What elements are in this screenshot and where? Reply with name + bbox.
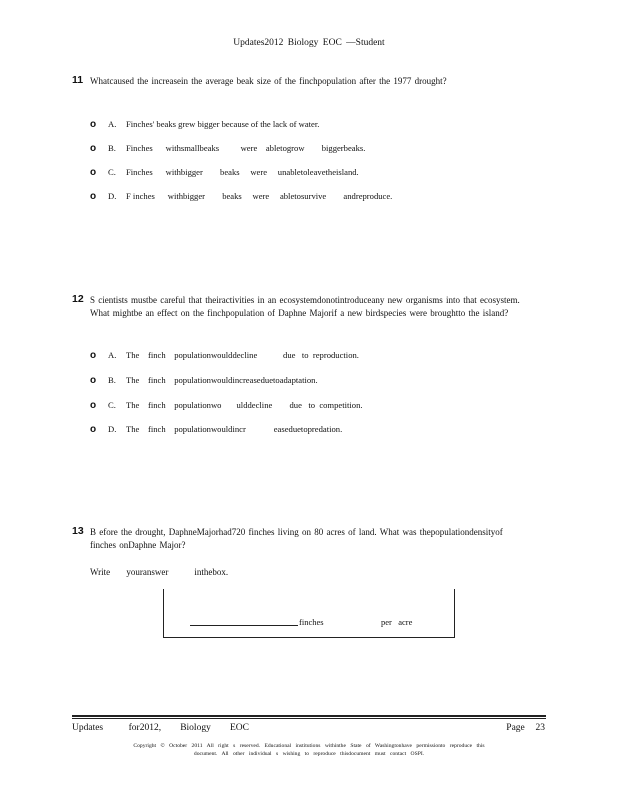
question-12-text: S cientists mustbe careful that theiractivities in an ecosystemdonotintroduceany new organisms into that ecosystem. What mightbe an effect on the finchpopulation of Daphne Majorif a new birdspecies were broughtto the island? bbox=[90, 295, 520, 318]
radio-bullet-icon[interactable]: o bbox=[90, 400, 97, 411]
option-text: The finch populationwo ulddecline due to competition. bbox=[126, 400, 363, 410]
radio-bullet-icon[interactable]: o bbox=[90, 350, 97, 361]
question-12-option-d[interactable] bbox=[90, 424, 342, 435]
option-letter: C. bbox=[108, 167, 116, 177]
option-letter: C. bbox=[108, 400, 116, 410]
question-11-number: 11 bbox=[72, 74, 84, 86]
page-number: Page 23 bbox=[506, 723, 545, 733]
radio-bullet-icon[interactable]: o bbox=[90, 143, 97, 154]
question-13-text: B efore the drought, DaphneMajorhad720 finches living on 80 acres of land. What was thepopulationdensityof finches onDaphne Major? bbox=[90, 527, 503, 550]
footer-title: Updates for2012, Biology EOC bbox=[72, 723, 249, 733]
question-11-option-a[interactable] bbox=[90, 119, 319, 130]
option-letter: D. bbox=[108, 191, 117, 201]
answer-unit: finches bbox=[299, 617, 324, 627]
copyright-line-2: document. All other individual s wishing to reproduce thisdocument must contact OSPI. bbox=[193, 751, 425, 757]
question-11-option-c[interactable] bbox=[90, 167, 359, 178]
option-letter: B. bbox=[108, 143, 116, 153]
answer-unit-suffix: per acre bbox=[381, 617, 413, 627]
question-12-option-b[interactable] bbox=[90, 375, 318, 386]
option-letter: A. bbox=[108, 350, 117, 360]
answer-input-line[interactable] bbox=[190, 625, 298, 626]
radio-bullet-icon[interactable]: o bbox=[90, 191, 97, 202]
radio-bullet-icon[interactable]: o bbox=[90, 424, 97, 435]
option-text: Finches' beaks grew bigger because of the lack of water. bbox=[126, 119, 320, 129]
question-11-option-b[interactable] bbox=[90, 143, 365, 154]
question-13-instruction: Write youranswer inthebox. bbox=[90, 567, 229, 577]
question-12-number: 12 bbox=[72, 293, 84, 305]
page-header: Updates2012 Biology EOC —Student bbox=[233, 38, 385, 48]
radio-bullet-icon[interactable]: o bbox=[90, 375, 97, 386]
footer-divider-thin bbox=[72, 718, 546, 719]
question-11-text: Whatcaused the increasein the average beak size of the finchpopulation after the 1977 drought? bbox=[90, 76, 447, 86]
copyright-notice bbox=[72, 742, 546, 758]
question-13-number: 13 bbox=[72, 525, 84, 537]
option-text: The finch populationwoulddecline due to reproduction. bbox=[126, 350, 359, 360]
question-12-option-a[interactable] bbox=[90, 350, 359, 361]
radio-bullet-icon[interactable]: o bbox=[90, 167, 97, 178]
option-text: Finches withbigger beaks were unabletoleavetheisland. bbox=[126, 167, 359, 177]
option-letter: A. bbox=[108, 119, 117, 129]
footer-divider bbox=[72, 715, 546, 717]
radio-bullet-icon[interactable]: o bbox=[90, 119, 97, 130]
question-12-option-c[interactable] bbox=[90, 400, 363, 411]
option-text: The finch populationwouldincr easeduetopredation. bbox=[126, 424, 343, 434]
answer-box bbox=[163, 589, 455, 638]
copyright-line-1: Copyright © October 2011 All right s reserved. Educational institutions withinthe State of Washingtonhave permissionto reproduce this bbox=[133, 743, 485, 749]
option-text: The finch populationwouldincreaseduetoadaptation. bbox=[126, 375, 318, 385]
question-11-option-d[interactable] bbox=[90, 191, 392, 202]
option-text: F inches withbigger beaks were abletosurvive andreproduce. bbox=[126, 191, 393, 201]
option-letter: B. bbox=[108, 375, 116, 385]
option-letter: D. bbox=[108, 424, 117, 434]
option-text: Finches withsmallbeaks were abletogrow biggerbeaks. bbox=[126, 143, 366, 153]
